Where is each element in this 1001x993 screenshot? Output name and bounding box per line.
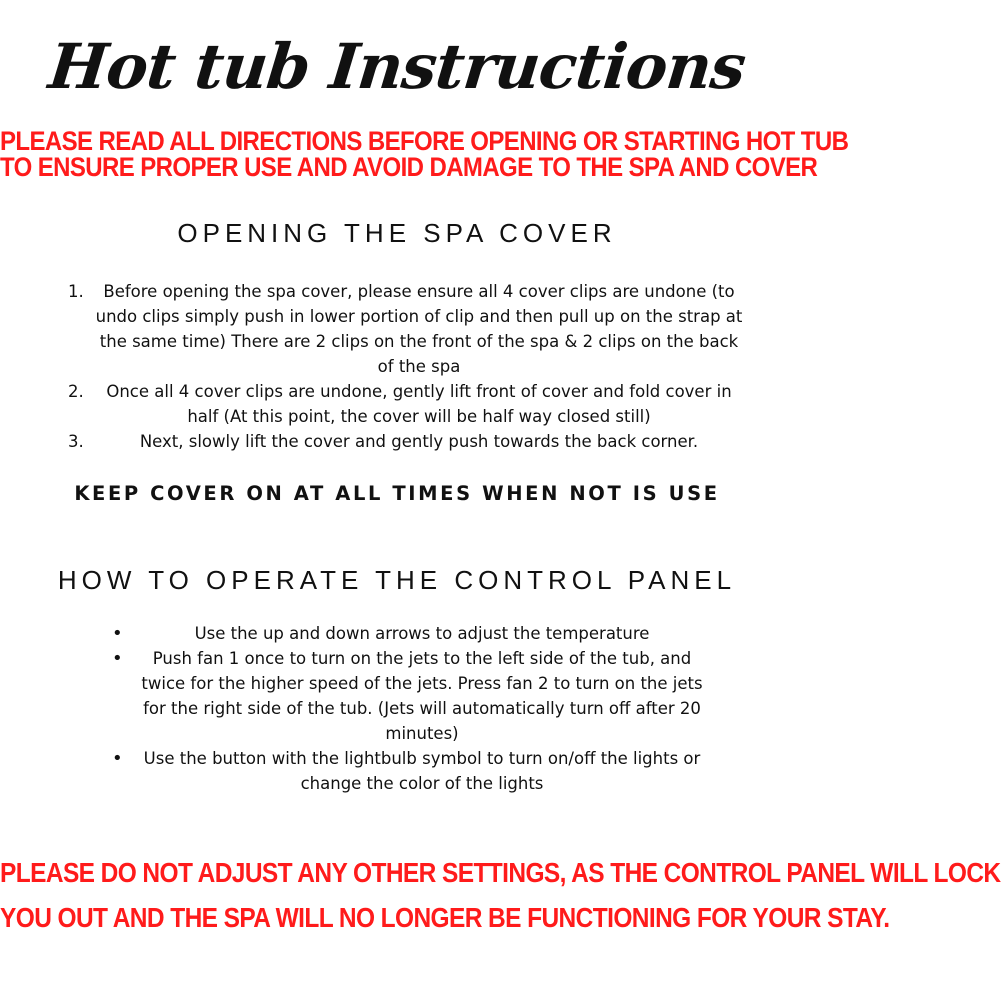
list-item — [112, 646, 712, 746]
list-item-text: Use the button with the lightbulb symbol to turn on/off the lights or change the color of the lights — [143, 749, 701, 793]
list-item — [112, 621, 712, 646]
top-warning-line-1: PLEASE READ ALL DIRECTIONS BEFORE OPENING OR STARTING HOT TUB — [0, 126, 849, 157]
page-title: Hot tub Instructions — [45, 30, 749, 103]
opening-steps-list — [68, 279, 748, 454]
section-heading-opening-cover: OPENING THE SPA COVER — [177, 218, 617, 248]
list-item — [112, 746, 712, 796]
bullet-marker: • — [112, 748, 123, 769]
list-item-text: Push fan 1 once to turn on the jets to the left side of the tub, and twice for the higher speed of the jets. Press fan 2 to turn on the jets for the right side of the tub. (Jets will automatically turn off after 20 minutes) — [141, 649, 703, 743]
bottom-warning-line-1: PLEASE DO NOT ADJUST ANY OTHER SETTINGS, AS THE CONTROL PANEL WILL LOCK — [0, 858, 1001, 889]
list-item-text: Once all 4 cover clips are undone, gently lift front of cover and fold cover in half (At this point, the cover will be half way closed still) — [106, 382, 732, 426]
list-item-text: Next, slowly lift the cover and gently push towards the back corner. — [139, 432, 699, 451]
list-marker: 1. — [68, 282, 84, 301]
bullet-marker: • — [112, 623, 123, 644]
list-item — [68, 279, 748, 379]
bullet-marker: • — [112, 648, 123, 669]
keep-cover-notice: KEEP COVER ON AT ALL TIMES WHEN NOT IS USE — [74, 482, 720, 505]
list-marker: 3. — [68, 432, 84, 451]
list-item — [68, 429, 748, 454]
list-item-text: Use the up and down arrows to adjust the temperature — [194, 624, 650, 643]
top-warning-line-2: TO ENSURE PROPER USE AND AVOID DAMAGE TO THE SPA AND COVER — [0, 152, 818, 183]
list-item — [68, 379, 748, 429]
control-panel-list — [112, 621, 712, 796]
bottom-warning-line-2: YOU OUT AND THE SPA WILL NO LONGER BE FUNCTIONING FOR YOUR STAY. — [0, 903, 890, 934]
list-item-text: Before opening the spa cover, please ensure all 4 cover clips are undone (to undo clips simply push in lower portion of clip and then pull up on the strap at the same time) There are 2 clips on the front of the spa & 2 clips on the back of the spa — [95, 282, 743, 376]
list-marker: 2. — [68, 382, 84, 401]
section-heading-control-panel: HOW TO OPERATE THE CONTROL PANEL — [57, 565, 737, 595]
